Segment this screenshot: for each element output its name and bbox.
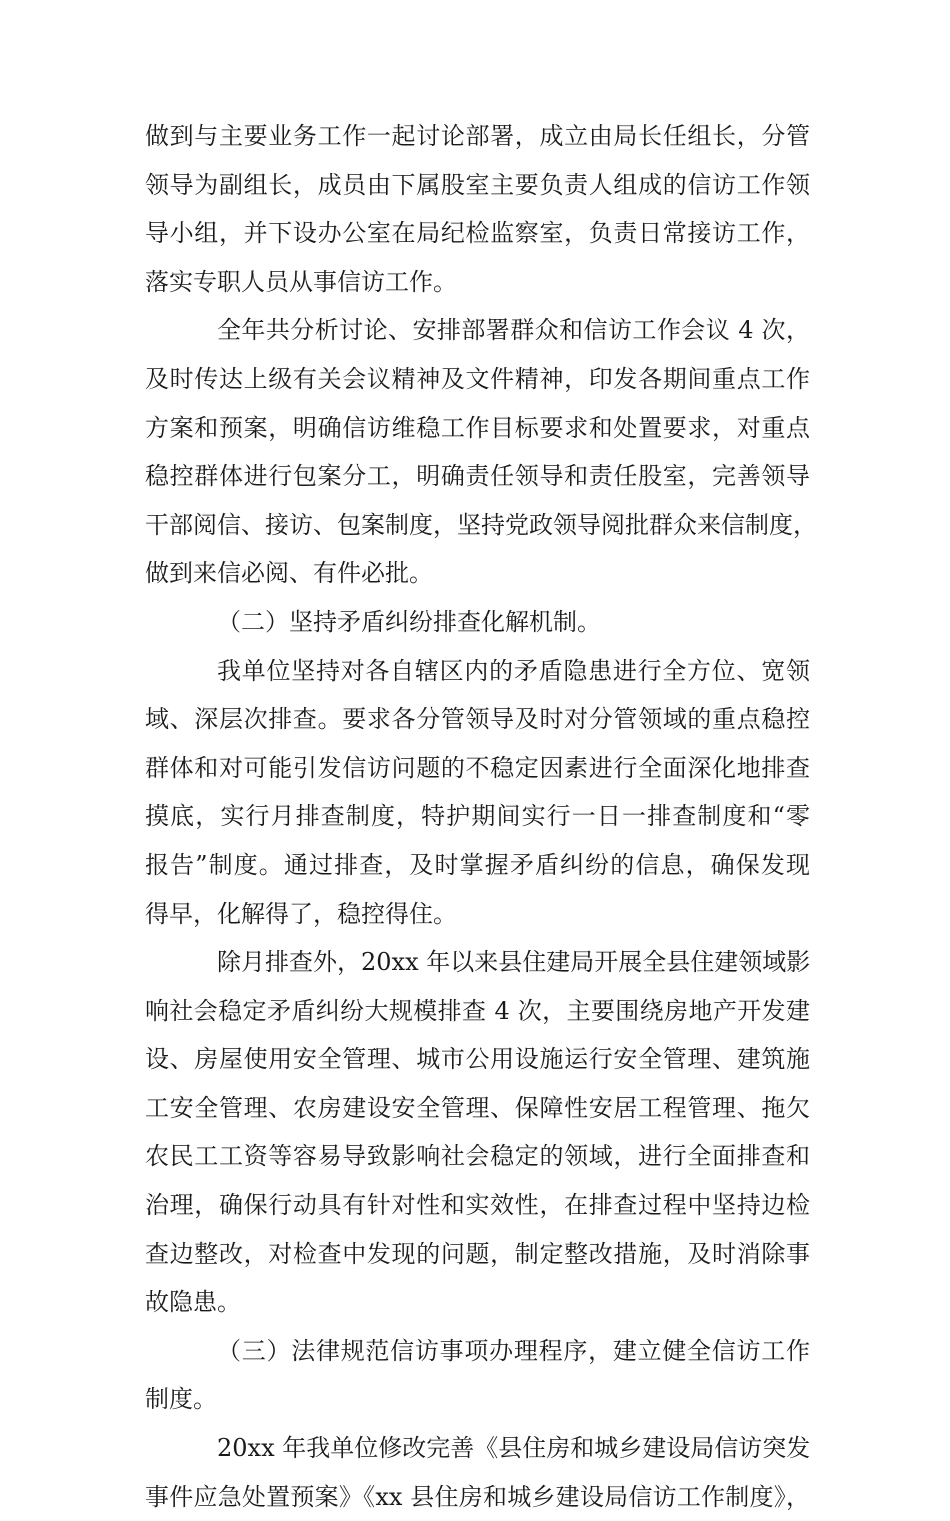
text-line: 农民工工资等容易导致影响社会稳定的领域，进行全面排查和 bbox=[145, 1142, 810, 1171]
text-line: 稳控群体进行包案分工，明确责任领导和责任股室，完善领导 bbox=[145, 462, 810, 491]
text-line: 得早，化解得了，稳控得住。 bbox=[145, 899, 457, 928]
text-line: 群体和对可能引发信访问题的不稳定因素进行全面深化地排查 bbox=[145, 753, 810, 782]
text-line: 响社会稳定矛盾纠纷大规模排查 4 次，主要围绕房地产开发建 bbox=[145, 996, 810, 1025]
text-line: 摸底，实行月排查制度，特护期间实行一日一排查制度和“零 bbox=[145, 802, 810, 831]
text-line: 20xx 年我单位修改完善《县住房和城乡建设局信访突发 bbox=[217, 1434, 811, 1463]
section-heading: （三）法律规范信访事项办理程序，建立健全信访工作 bbox=[217, 1336, 810, 1365]
document-body bbox=[145, 112, 817, 1521]
text-line: 做到来信必阅、有件必批。 bbox=[145, 559, 433, 588]
text-line: 我单位坚持对各自辖区内的矛盾隐患进行全方位、宽领 bbox=[217, 656, 810, 685]
text-line: 除月排查外，20xx 年以来县住建局开展全县住建领域影 bbox=[217, 948, 811, 977]
text-line: 及时传达上级有关会议精神及文件精神，印发各期间重点工作 bbox=[145, 364, 810, 393]
text-line: 落实专职人员从事信访工作。 bbox=[145, 267, 457, 296]
text-line: 设、房屋使用安全管理、城市公用设施运行安全管理、建筑施 bbox=[145, 1045, 810, 1074]
text-line: 域、深层次排查。要求各分管领导及时对分管领域的重点稳控 bbox=[145, 705, 810, 734]
text-line: 报告”制度。通过排查，及时掌握矛盾纠纷的信息，确保发现 bbox=[145, 850, 810, 879]
text-line: 事件应急处置预案》《xx 县住房和城乡建设局信访工作制度》， bbox=[145, 1482, 810, 1511]
text-line: 查边整改，对检查中发现的问题，制定整改措施，及时消除事 bbox=[145, 1239, 810, 1268]
section-heading: （二）坚持矛盾纠纷排查化解机制。 bbox=[217, 607, 601, 636]
section-heading-continued: 制度。 bbox=[145, 1385, 217, 1414]
text-line: 做到与主要业务工作一起讨论部署，成立由局长任组长，分管 bbox=[145, 122, 810, 150]
text-line: 治理，确保行动具有针对性和实效性，在排查过程中坚持边检 bbox=[145, 1191, 810, 1220]
text-line: 故隐患。 bbox=[145, 1288, 241, 1317]
text-line: 方案和预案，明确信访维稳工作目标要求和处置要求，对重点 bbox=[145, 413, 810, 442]
text-line: 全年共分析讨论、安排部署群众和信访工作会议 4 次， bbox=[217, 316, 810, 345]
text-line: 工安全管理、农房建设安全管理、保障性安居工程管理、拖欠 bbox=[145, 1093, 810, 1122]
text-line: 干部阅信、接访、包案制度，坚持党政领导阅批群众来信制度， bbox=[145, 510, 817, 539]
text-line: 导小组，并下设办公室在局纪检监察室，负责日常接访工作， bbox=[145, 219, 810, 248]
text-line: 领导为副组长，成员由下属股室主要负责人组成的信访工作领 bbox=[145, 170, 810, 199]
